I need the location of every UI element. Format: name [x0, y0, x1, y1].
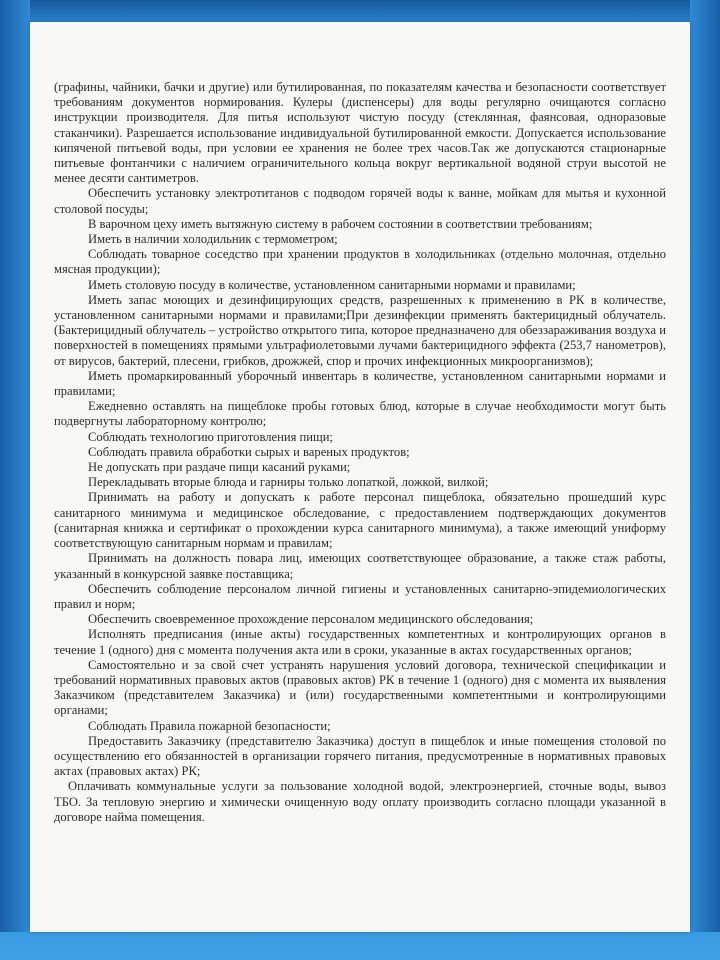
paragraph: В варочном цеху иметь вытяжную систему в рабочем состоянии в соответствии требованиям; [88, 216, 593, 231]
paragraph: Иметь в наличии холодильник с термометром; [88, 232, 338, 247]
paragraph: Принимать на работу и допускать к работе персонал пищеблока, обязательно прошедший курс санитарного минимума и медицинское обследование, с предоставлением подтверждающих документов (санитарная книжка и сертификат о прохождении курса санитарного минимума), а также имеющий униформу соответствующую санитарным нормам и правилам; [54, 490, 666, 551]
slide-frame-top [0, 0, 720, 22]
paragraph: Соблюдать правила обработки сырых и вареных продуктов; [88, 444, 410, 459]
slide-frame-left [0, 0, 30, 960]
paragraph: Не допускать при раздаче пищи касаний руками; [88, 460, 351, 475]
paragraph: Перекладывать вторые блюда и гарниры только лопаткой, ложкой, вилкой; [88, 475, 489, 490]
paragraph: Обеспечить установку электротитанов с подводом горячей воды к ванне, мойкам для мытья и кухонной столовой посуды; [54, 186, 666, 216]
paragraph: Иметь запас моющих и дезинфицирующих средств, разрешенных к применению в РК в количестве, установленном санитарными нормами и правилами;При дезинфекции применять бактерицидный облучатель. (Бактерицидный облучатель – устройство открытого типа, которое предназначено для обеззараживания воздуха и поверхностей в помещениях прямыми ультрафиолетовыми лучами бактерицидного эффекта (253,7 нанометров), от вирусов, бактерий, плесени, грибков, дрожжей, спор и прочих инфекционных микроорганизмов); [54, 292, 666, 368]
paragraph: Ежедневно оставлять на пищеблоке пробы готовых блюд, которые в случае необходимости могут быть подвергнуты лабораторному контролю; [54, 399, 666, 429]
paragraph: Оплачивать коммунальные услуги за пользование холодной водой, электроэнергией, сточные воды, вывоз ТБО. За тепловую энергию и химически очищенную воду оплату производить согласно площади указанной в договоре найма помещения. [54, 779, 666, 824]
paragraph: Предоставить Заказчику (представителю Заказчика) доступ в пищеблок и иные помещения столовой по осуществлению его обязанностей в организации горячего питания, предусмотренные в нормативных правовых актах (правовых актах) РК; [54, 733, 666, 779]
paragraph: Самостоятельно и за свой счет устранять нарушения условий договора, технической спецификации и требований нормативных правовых актов (правовых актов) РК в течение 1 (одного) дня с момента их выявления Заказчиком (представителем Заказчика) и (или) государственными компетентными и контролирующими органами; [54, 657, 666, 718]
paragraph: (графины, чайники, бачки и другие) или бутилированная, по показателям качества и безопасности соответствует требованиям документов нормирования. Кулеры (диспенсеры) для воды регулярно очищаются согласно инструкции производителя. Для питья используют чистую посуду (стеклянная, фаянсовая, одноразовые стаканчики). Разрешается использование индивидуальной бутилированной емкости. Допускается использование кипяченой питьевой воды, при условии ее хранения не более трех часов.Так же допускаются стационарные питьевые фонтанчики с наличием ограничительного кольца вокруг вертикальной водяной струи высотой не менее десяти сантиметров. [54, 80, 666, 186]
paragraph: Иметь столовую посуду в количестве, установленном санитарными нормами и правилами; [88, 277, 576, 292]
paragraph: Соблюдать товарное соседство при хранении продуктов в холодильниках (отдельно молочная, отдельно мясная продукции); [54, 247, 666, 277]
slide-frame-right [690, 0, 720, 960]
paragraph: Исполнять предписания (иные акты) государственных компетентных и контролирующих органов в течение 1 (одного) дня с момента получения акта или в сроки, указанные в актах государственных органов; [54, 627, 666, 657]
document-body [54, 80, 666, 825]
paragraph: Обеспечить соблюдение персоналом личной гигиены и установленных санитарно-эпидемиологических правил и норм; [54, 581, 666, 611]
paragraph: Соблюдать Правила пожарной безопасности; [88, 718, 331, 733]
slide-frame-bottom [0, 932, 720, 960]
paragraph: Обеспечить своевременное прохождение персоналом медицинского обследования; [88, 612, 534, 627]
paragraph: Принимать на должность повара лиц, имеющих соответствующее образование, а также стаж работы, указанный в конкурсной заявке поставщика; [54, 551, 666, 581]
paragraph: Соблюдать технологию приготовления пищи; [88, 429, 333, 444]
scanned-page [30, 22, 690, 932]
paragraph: Иметь промаркированный уборочный инвентарь в количестве, установленном санитарными нормами и правилами; [54, 368, 666, 399]
